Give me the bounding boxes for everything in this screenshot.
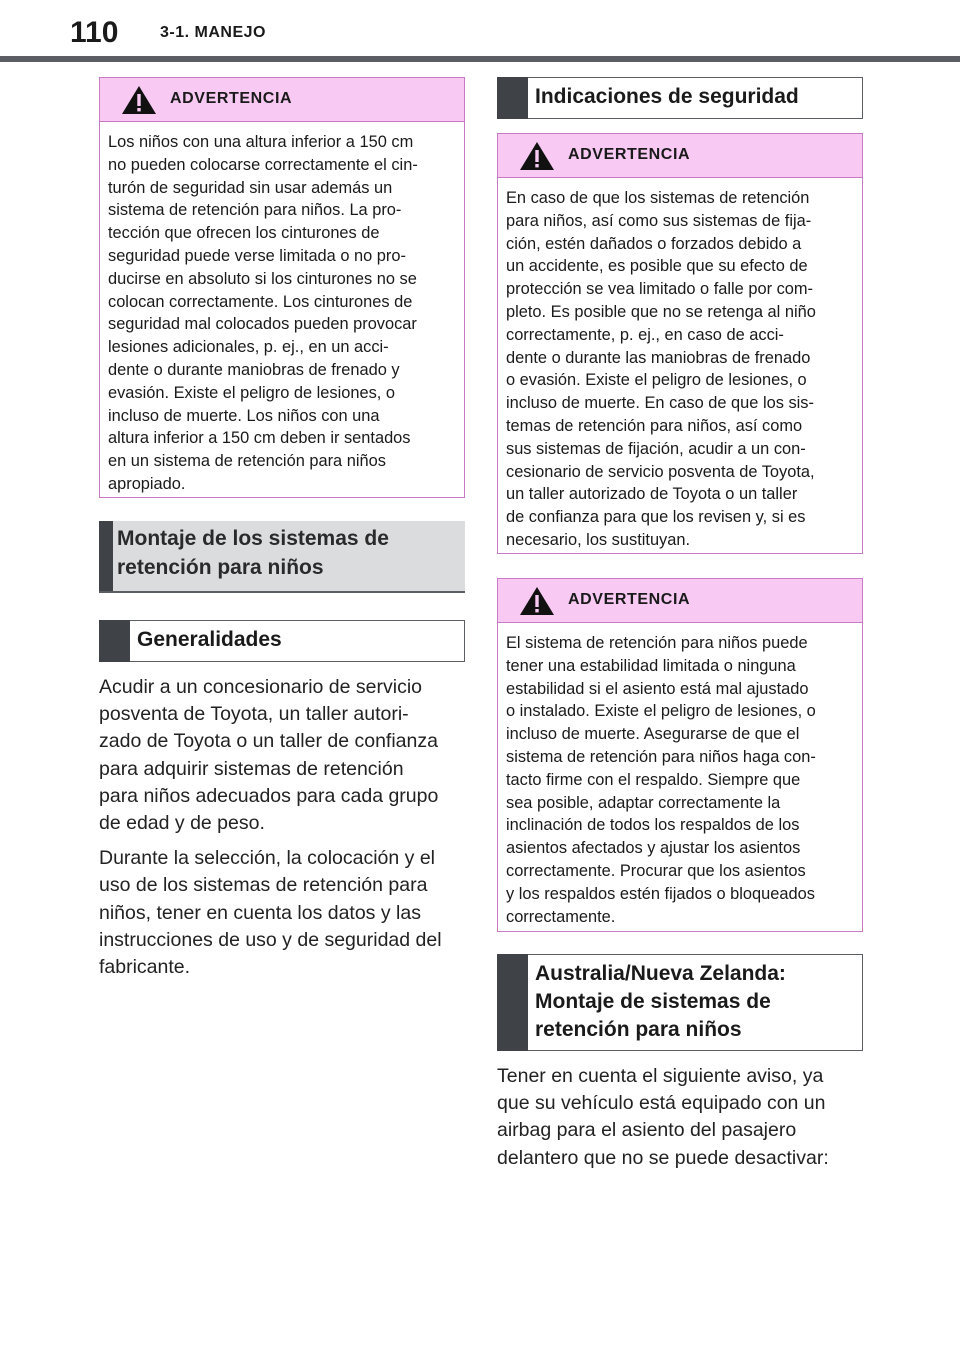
text-line: sus sistemas de fijación, acudir a un con- <box>506 439 806 458</box>
text-line: lesiones adicionales, p. ej., en un acci- <box>108 338 389 357</box>
section-heading-australia <box>497 954 863 1051</box>
section-heading-safety <box>497 77 863 119</box>
text-line: o instalado. Existe el peligro de lesiones, o <box>506 702 816 721</box>
heading-bar <box>497 954 528 1051</box>
text-line: instrucciones de uso y de seguridad del <box>99 928 442 951</box>
text-line: Los niños con una altura inferior a 150 cm <box>108 133 414 151</box>
text-line: uso de los sistemas de retención para <box>99 874 428 897</box>
text-line: no pueden colocarse correctamente el cin- <box>108 155 418 174</box>
text-line: correctamente. Procurar que los asientos <box>506 861 806 880</box>
warning-triangle-icon <box>120 84 158 116</box>
text-line: altura inferior a 150 cm deben ir sentados <box>108 429 411 448</box>
heading-text <box>99 521 465 591</box>
section-heading <box>99 521 465 593</box>
text-line: sistema de retención para niños haga con- <box>506 747 816 766</box>
warning-box <box>497 578 863 932</box>
subsection-heading <box>99 620 465 662</box>
paragraph <box>99 845 465 981</box>
text-line: necesario, los sustituyan. <box>506 530 691 549</box>
text-line: incluso de muerte. Los niños con una <box>108 406 380 425</box>
text-line: seguridad mal colocados pueden provocar <box>108 315 417 334</box>
text-line: En caso de que los sistemas de retención <box>506 189 810 207</box>
heading-line: retención para niños <box>117 556 324 579</box>
warning-title: ADVERTENCIA <box>568 591 691 608</box>
text-line: para niños adecuados para cada grupo <box>99 784 439 807</box>
heading-text: Indicaciones de seguridad <box>535 85 799 108</box>
text-line: dente o durante maniobras de frenado y <box>108 360 400 379</box>
heading-text <box>498 955 862 1053</box>
text-line: niños, tener en cuenta los datos y las <box>99 901 421 924</box>
text-line: dente o durante las maniobras de frenado <box>506 348 811 367</box>
text-line: incluso de muerte. Asegurarse de que el <box>506 725 800 744</box>
text-line: apropiado. <box>108 474 186 493</box>
text-line: Tener en cuenta el siguiente aviso, ya <box>497 1065 824 1087</box>
text-line: para niños, así como sus sistemas de fija- <box>506 211 812 230</box>
text-line: El sistema de retención para niños puede <box>506 634 808 652</box>
text-line: colocan correctamente. Los cinturones de <box>108 292 413 311</box>
text-line: airbag para el asiento del pasajero <box>497 1119 797 1142</box>
warning-header <box>498 134 862 178</box>
warning-text <box>498 623 862 938</box>
text-line: posventa de Toyota, un taller autori- <box>99 703 409 726</box>
body-paragraph <box>497 1063 863 1172</box>
text-line: que su vehículo está equipado con un <box>497 1092 826 1115</box>
text-line: incluso de muerte. En caso de que los sis- <box>506 394 814 413</box>
text-line: pleto. Es posible que no se retenga al niño <box>506 302 816 321</box>
text-line: tacto firme con el respaldo. Siempre que <box>506 770 801 789</box>
text-line: fabricante. <box>99 956 191 979</box>
text-line: delantero que no se puede desactivar: <box>497 1146 829 1169</box>
text-line: cesionario de servicio posventa de Toyota, <box>506 462 815 481</box>
warning-triangle-icon <box>518 585 556 617</box>
text-line: tener una estabilidad limitada o ninguna <box>506 656 796 675</box>
heading-bar <box>497 77 528 119</box>
text-line: evasión. Existe el peligro de lesiones, o <box>108 383 396 402</box>
text-line: ducirse en absoluto si los cinturones no se <box>108 269 417 288</box>
text-line: correctamente, p. ej., en caso de acci- <box>506 325 784 344</box>
text-line: protección se vea limitado o falle por com- <box>506 280 814 299</box>
section-label: 3-1. MANEJO <box>160 24 266 41</box>
text-line: seguridad puede verse limitada o no pro- <box>108 246 406 265</box>
warning-header <box>498 579 862 623</box>
text-line: asientos afectados y ajustar los asientos <box>506 839 801 858</box>
text-line: un taller autorizado de Toyota o un taller <box>506 485 798 504</box>
text-line: tección que ofrecen los cinturones de <box>108 224 380 243</box>
paragraph <box>99 674 465 837</box>
right-column <box>497 77 863 1180</box>
heading-bar <box>99 620 130 662</box>
left-column <box>99 77 465 989</box>
page-header <box>0 0 960 62</box>
heading-text: Generalidades <box>137 628 282 651</box>
text-line: zado de Toyota o un taller de confianza <box>99 730 438 753</box>
body-paragraph <box>99 674 465 981</box>
text-line: de edad y de peso. <box>99 812 265 835</box>
text-line: para adquirir sistemas de retención <box>99 757 404 780</box>
text-line: inclinación de todos los respaldos de los <box>506 816 800 835</box>
heading-line: Montaje de sistemas de <box>535 990 771 1013</box>
text-line: un accidente, es posible que su efecto de <box>506 257 808 276</box>
warning-text <box>498 178 862 562</box>
text-line: o evasión. Existe el peligro de lesiones, o <box>506 371 807 390</box>
header-rule <box>0 56 960 62</box>
text-line: turón de seguridad sin usar además un <box>108 178 393 197</box>
heading-bar <box>99 521 113 591</box>
text-line: temas de retención para niños, así como <box>506 416 803 435</box>
text-line: correctamente. <box>506 907 616 926</box>
heading-line: retención para niños <box>535 1018 742 1041</box>
warning-text <box>100 122 464 506</box>
text-line: Durante la selección, la colocación y el <box>99 847 436 870</box>
text-line: estabilidad si el asiento está mal ajustado <box>506 679 809 698</box>
text-line: ción, estén dañados o forzados debido a <box>506 234 802 253</box>
warning-title: ADVERTENCIA <box>568 146 691 163</box>
text-line: sistema de retención para niños. La pro- <box>108 201 402 220</box>
warning-header <box>100 78 464 122</box>
heading-line: Montaje de los sistemas de <box>117 527 389 550</box>
text-line: Acudir a un concesionario de servicio <box>99 676 423 698</box>
text-line: de confianza para que los revisen y, si es <box>506 508 806 527</box>
warning-box <box>99 77 465 498</box>
paragraph <box>497 1063 863 1172</box>
warning-triangle-icon <box>518 140 556 172</box>
warning-box <box>497 133 863 554</box>
text-line: sea posible, adaptar correctamente la <box>506 793 781 812</box>
heading-line: Australia/Nueva Zelanda: <box>535 962 786 985</box>
page-number: 110 <box>70 16 119 49</box>
text-line: y los respaldos estén fijados o bloqueados <box>506 884 815 903</box>
warning-title: ADVERTENCIA <box>170 90 293 107</box>
text-line: en un sistema de retención para niños <box>108 452 386 471</box>
